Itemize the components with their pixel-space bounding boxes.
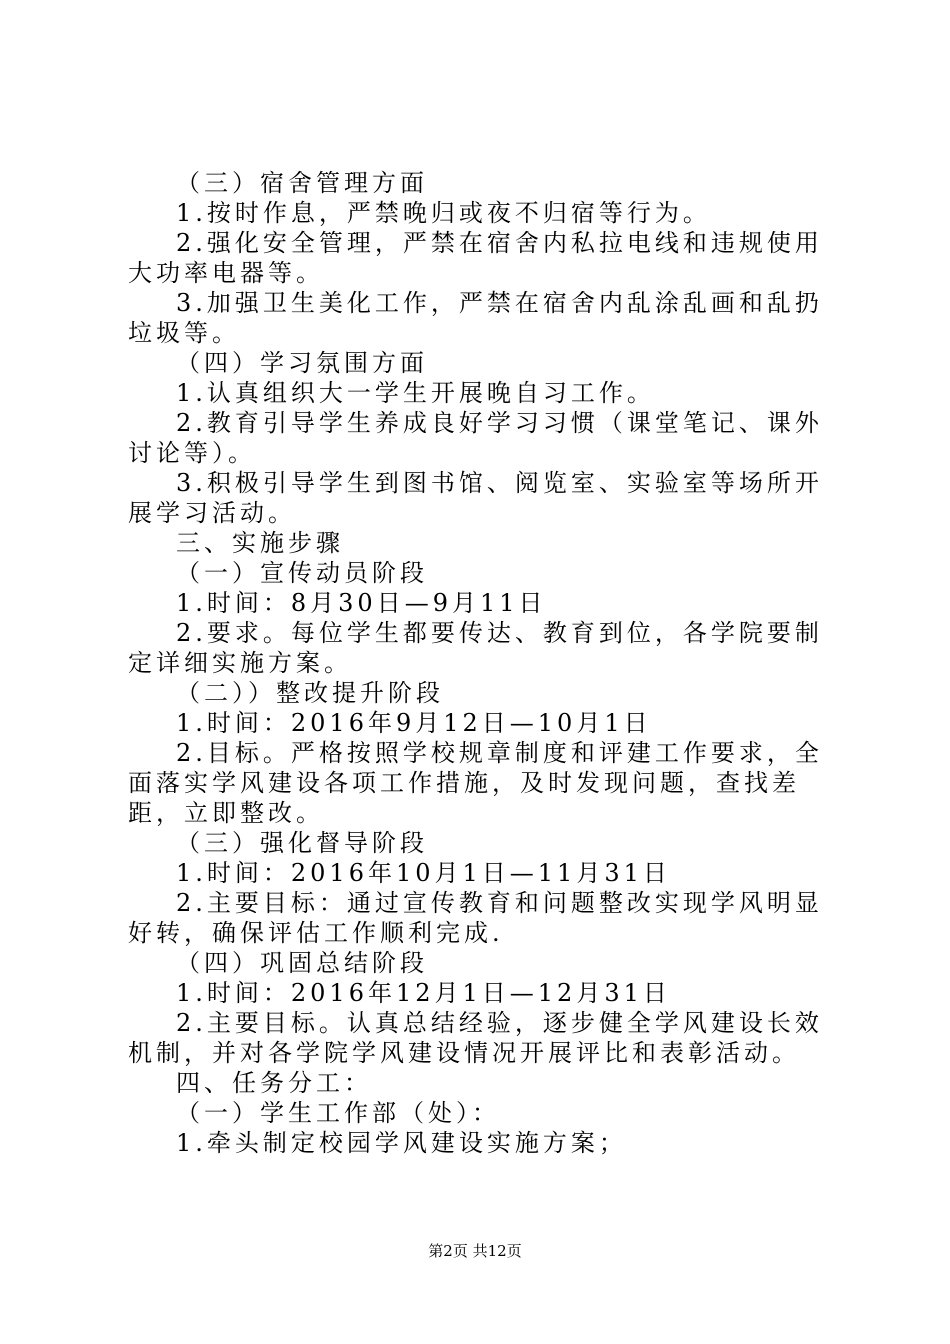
- paragraph: 1.按时作息，严禁晚归或夜不归宿等行为。: [176, 199, 711, 227]
- section-heading: （一）宣传动员阶段: [176, 559, 428, 587]
- section-heading: （二））整改提升阶段: [176, 679, 444, 707]
- paragraph: 3.积极引导学生到图书馆、阅览室、实验室等场所开展学习活动。: [128, 469, 823, 527]
- section-heading: （四）学习氛围方面: [176, 349, 428, 377]
- paragraph: 2.主要目标：通过宣传教育和问题整改实现学风明显好转，确保评估工作顺利完成.: [128, 889, 823, 947]
- paragraph: 2.强化安全管理，严禁在宿舍内私拉电线和违规使用大功率电器等。: [128, 229, 823, 287]
- paragraph: 2.要求。每位学生都要传达、教育到位，各学院要制定详细实施方案。: [128, 619, 823, 677]
- paragraph: 1.认真组织大一学生开展晚自习工作。: [176, 379, 655, 407]
- paragraph: 1.时间：2016年12月1日—12月31日: [176, 979, 671, 1007]
- paragraph: 1.时间：2016年10月1日—11月31日: [176, 859, 671, 887]
- paragraph: 2.教育引导学生养成良好学习习惯（课堂笔记、课外讨论等）。: [128, 409, 823, 467]
- section-heading: （四）巩固总结阶段: [176, 949, 428, 977]
- paragraph: 1.牵头制定校园学风建设实施方案；: [176, 1129, 627, 1157]
- page-number-label: 第2页 共12页: [428, 1242, 522, 1260]
- document-body: [128, 168, 833, 1158]
- paragraph: 2.目标。严格按照学校规章制度和评建工作要求，全面落实学风建设各项工作措施，及时发现问题，查找差距，立即整改。: [128, 739, 823, 827]
- paragraph: 1.时间：8月30日—9月11日: [176, 589, 547, 617]
- paragraph: 2.主要目标。认真总结经验，逐步健全学风建设长效机制，并对各学院学风建设情况开展评比和表彰活动。: [128, 1009, 823, 1067]
- paragraph: 3.加强卫生美化工作，严禁在宿舍内乱涂乱画和乱扔垃圾等。: [128, 289, 823, 347]
- page-footer: [0, 1240, 950, 1261]
- chapter-heading: 三、实施步骤: [176, 529, 344, 557]
- section-heading: （三）强化督导阶段: [176, 829, 428, 857]
- paragraph: 1.时间：2016年9月12日—10月1日: [176, 709, 652, 737]
- section-heading: （三）宿舍管理方面: [176, 169, 428, 197]
- section-heading: （一）学生工作部（处）：: [176, 1099, 500, 1127]
- chapter-heading: 四、任务分工：: [176, 1069, 372, 1097]
